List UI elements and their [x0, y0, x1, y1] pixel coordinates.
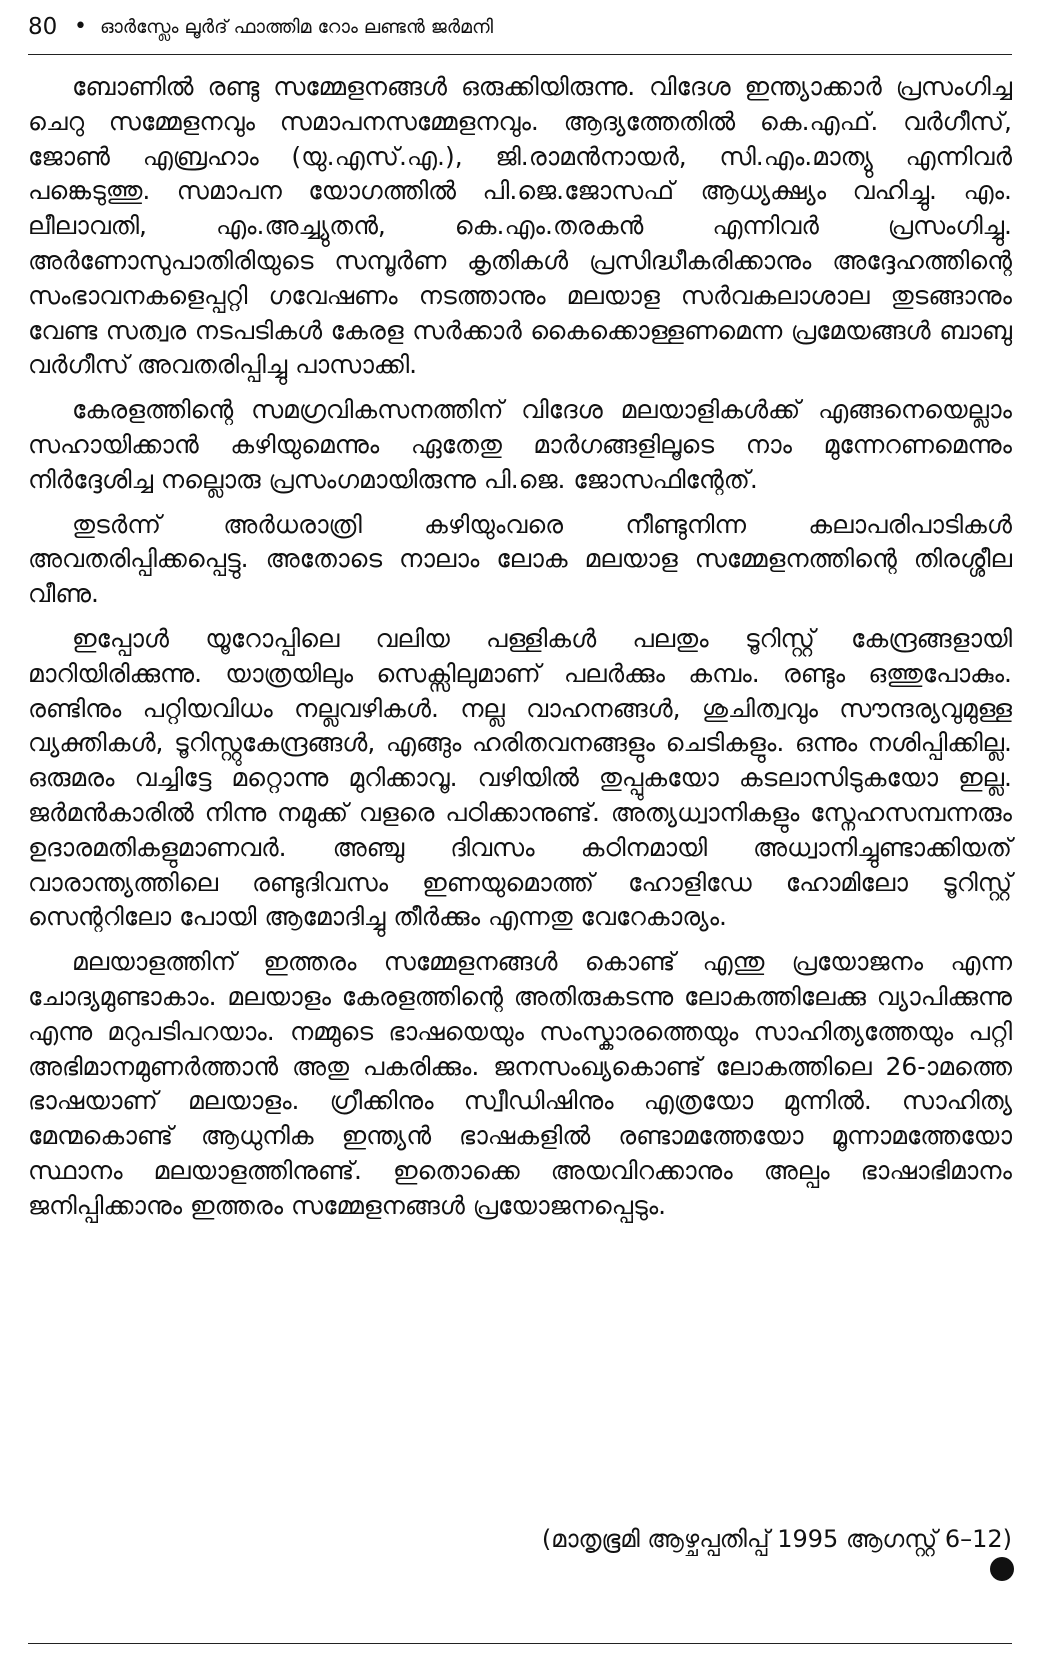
paragraph-3: തുടർന്ന് അർധരാത്രി കഴിയുംവരെ നീണ്ടുനിന്ന കലാപരിപാടികൾ അവതരിപ്പിക്കപ്പെട്ടു. അതോടെ നാലാം ലോക മലയാള സമ്മേളനത്തിന്റെ തിരശ്ശീല വീണു.: [28, 509, 1012, 609]
end-mark-icon: [990, 1557, 1014, 1581]
footer-rule: [28, 1643, 1012, 1644]
paragraph-1: ബോണിൽ രണ്ടു സമ്മേളനങ്ങൾ ഒരുക്കിയിരുന്നു. വിദേശ ഇന്ത്യാക്കാർ പ്രസംഗിച്ച ചെറു സമ്മേളനവും സമാപനസമ്മേളനവും. ആദ്യത്തേതിൽ കെ.എഫ്. വർഗീസ്, ജോൺ എബ്രഹാം (യു.എസ്.എ.), ജി.രാമൻനായർ, സി.എം.മാത്യു എന്നിവർ പങ്കെടുത്തു. സമാപന യോഗത്തിൽ പി.ജെ.ജോസഫ് ആധ്യക്ഷ്യം വഹിച്ചു. എം. ലീലാവതി, എം.അച്ച്യുതൻ, കെ.എം.തരകൻ എന്നിവർ പ്രസംഗിച്ചു. അർണോസുപാതിരിയുടെ സമ്പൂർണ കൃതികൾ പ്രസിദ്ധീകരിക്കാനും അദ്ദേഹത്തിന്റെ സംഭാവനകളെപ്പറ്റി ഗവേഷണം നടത്താനും മലയാള സർവകലാശാല തുടങ്ങാനും വേണ്ട സത്വര നടപടികൾ കേരള സർക്കാർ കൈക്കൊള്ളണമെന്ന പ്രമേയങ്ങൾ ബാബു വർഗീസ് അവതരിപ്പിച്ചു പാസാക്കി.: [28, 72, 1012, 380]
page-number: 80: [28, 14, 58, 40]
paragraph-4: ഇപ്പോൾ യൂറോപ്പിലെ വലിയ പള്ളികൾ പലതും ടൂറിസ്റ്റ് കേന്ദ്രങ്ങളായി മാറിയിരിക്കുന്നു. യാത്രയിലും സെക്സിലുമാണ് പലർക്കും കമ്പം. രണ്ടും ഒത്തുപോകും. രണ്ടിനും പറ്റിയവിധം നല്ലവഴികൾ. നല്ല വാഹനങ്ങൾ, ശുചിത്വവും സൗന്ദര്യവുമുള്ള വ്യക്തികൾ, ടൂറിസ്റ്റുകേന്ദ്രങ്ങൾ, എങ്ങും ഹരിതവനങ്ങളും ചെടികളും. ഒന്നും നശിപ്പിക്കില്ല. ഒരുമരം വച്ചിട്ടേ മറ്റൊന്നു മുറിക്കാവൂ. വഴിയിൽ തുപ്പുകയോ കടലാസിടുകയോ ഇല്ല. ജർമൻകാരിൽ നിന്നു നമുക്ക് വളരെ പഠിക്കാനുണ്ട്. അത്യധ്വാനികളും സ്നേഹസമ്പന്നരും ഉദാരമതികളുമാണവർ. അഞ്ചു ദിവസം കഠിനമായി അധ്വാനിച്ചുണ്ടാക്കിയത് വാരാന്ത്യത്തിലെ രണ്ടുദിവസം ഇണയുമൊത്ത് ഹോളിഡേ ഹോമിലോ ടൂറിസ്റ്റ് സെന്ററിലോ പോയി ആമോദിച്ചു തീർക്കും എന്നതു വേറേകാര്യം.: [28, 623, 1012, 932]
page-header: [28, 10, 1012, 50]
article-body: [28, 70, 1012, 1224]
source-citation: (മാതൃഭൂമി ആഴ്ചപ്പതിപ്പ് 1995 ആഗസ്റ്റ് 6–12): [541, 1525, 1012, 1553]
running-title: ഓർസ്ലേം ലൂർദ് ഫാത്തിമ റോം ലണ്ടൻ ജർമനി: [100, 16, 493, 38]
header-rule: [28, 54, 1012, 55]
paragraph-2: കേരളത്തിന്റെ സമഗ്രവികസനത്തിന് വിദേശ മലയാളികൾക്ക് എങ്ങനെയെല്ലാം സഹായിക്കാൻ കഴിയുമെന്നും ഏതേതു മാർഗങ്ങളിലൂടെ നാം മുന്നേറണമെന്നും നിർദ്ദേശിച്ച നല്ലൊരു പ്രസംഗമായിരുന്നു പി.ജെ. ജോസഫിന്റേത്.: [28, 395, 1012, 494]
header-bullet: •: [74, 14, 87, 39]
paragraph-5: മലയാളത്തിന് ഇത്തരം സമ്മേളനങ്ങൾ കൊണ്ട് എന്തു പ്രയോജനം എന്ന ചോദ്യമുണ്ടാകാം. മലയാളം കേരളത്തിന്റെ അതിരുകടന്നു ലോകത്തിലേക്കു വ്യാപിക്കുന്നു എന്നു മറുപടിപറയാം. നമ്മുടെ ഭാഷയെയും സംസ്കാരത്തെയും സാഹിത്യത്തേയും പറ്റി അഭിമാനമുണർത്താൻ അതു പകരിക്കും. ജനസംഖ്യകൊണ്ട് ലോകത്തിലെ 26-ാമത്തെ ഭാഷയാണ് മലയാളം. ഗ്രീക്കിനും സ്വീഡിഷിനും എത്രയോ മുന്നിൽ. സാഹിത്യ മേന്മകൊണ്ട് ആധുനിക ഇന്ത്യൻ ഭാഷകളിൽ രണ്ടാമത്തേയോ മൂന്നാമത്തേയോ സ്ഥാനം മലയാളത്തിനുണ്ട്. ഇതൊക്കെ അയവിറക്കാനും അല്പം ഭാഷാഭിമാനം ജനിപ്പിക്കാനും ഇത്തരം സമ്മേളനങ്ങൾ പ്രയോജനപ്പെടും.: [28, 947, 1012, 1220]
